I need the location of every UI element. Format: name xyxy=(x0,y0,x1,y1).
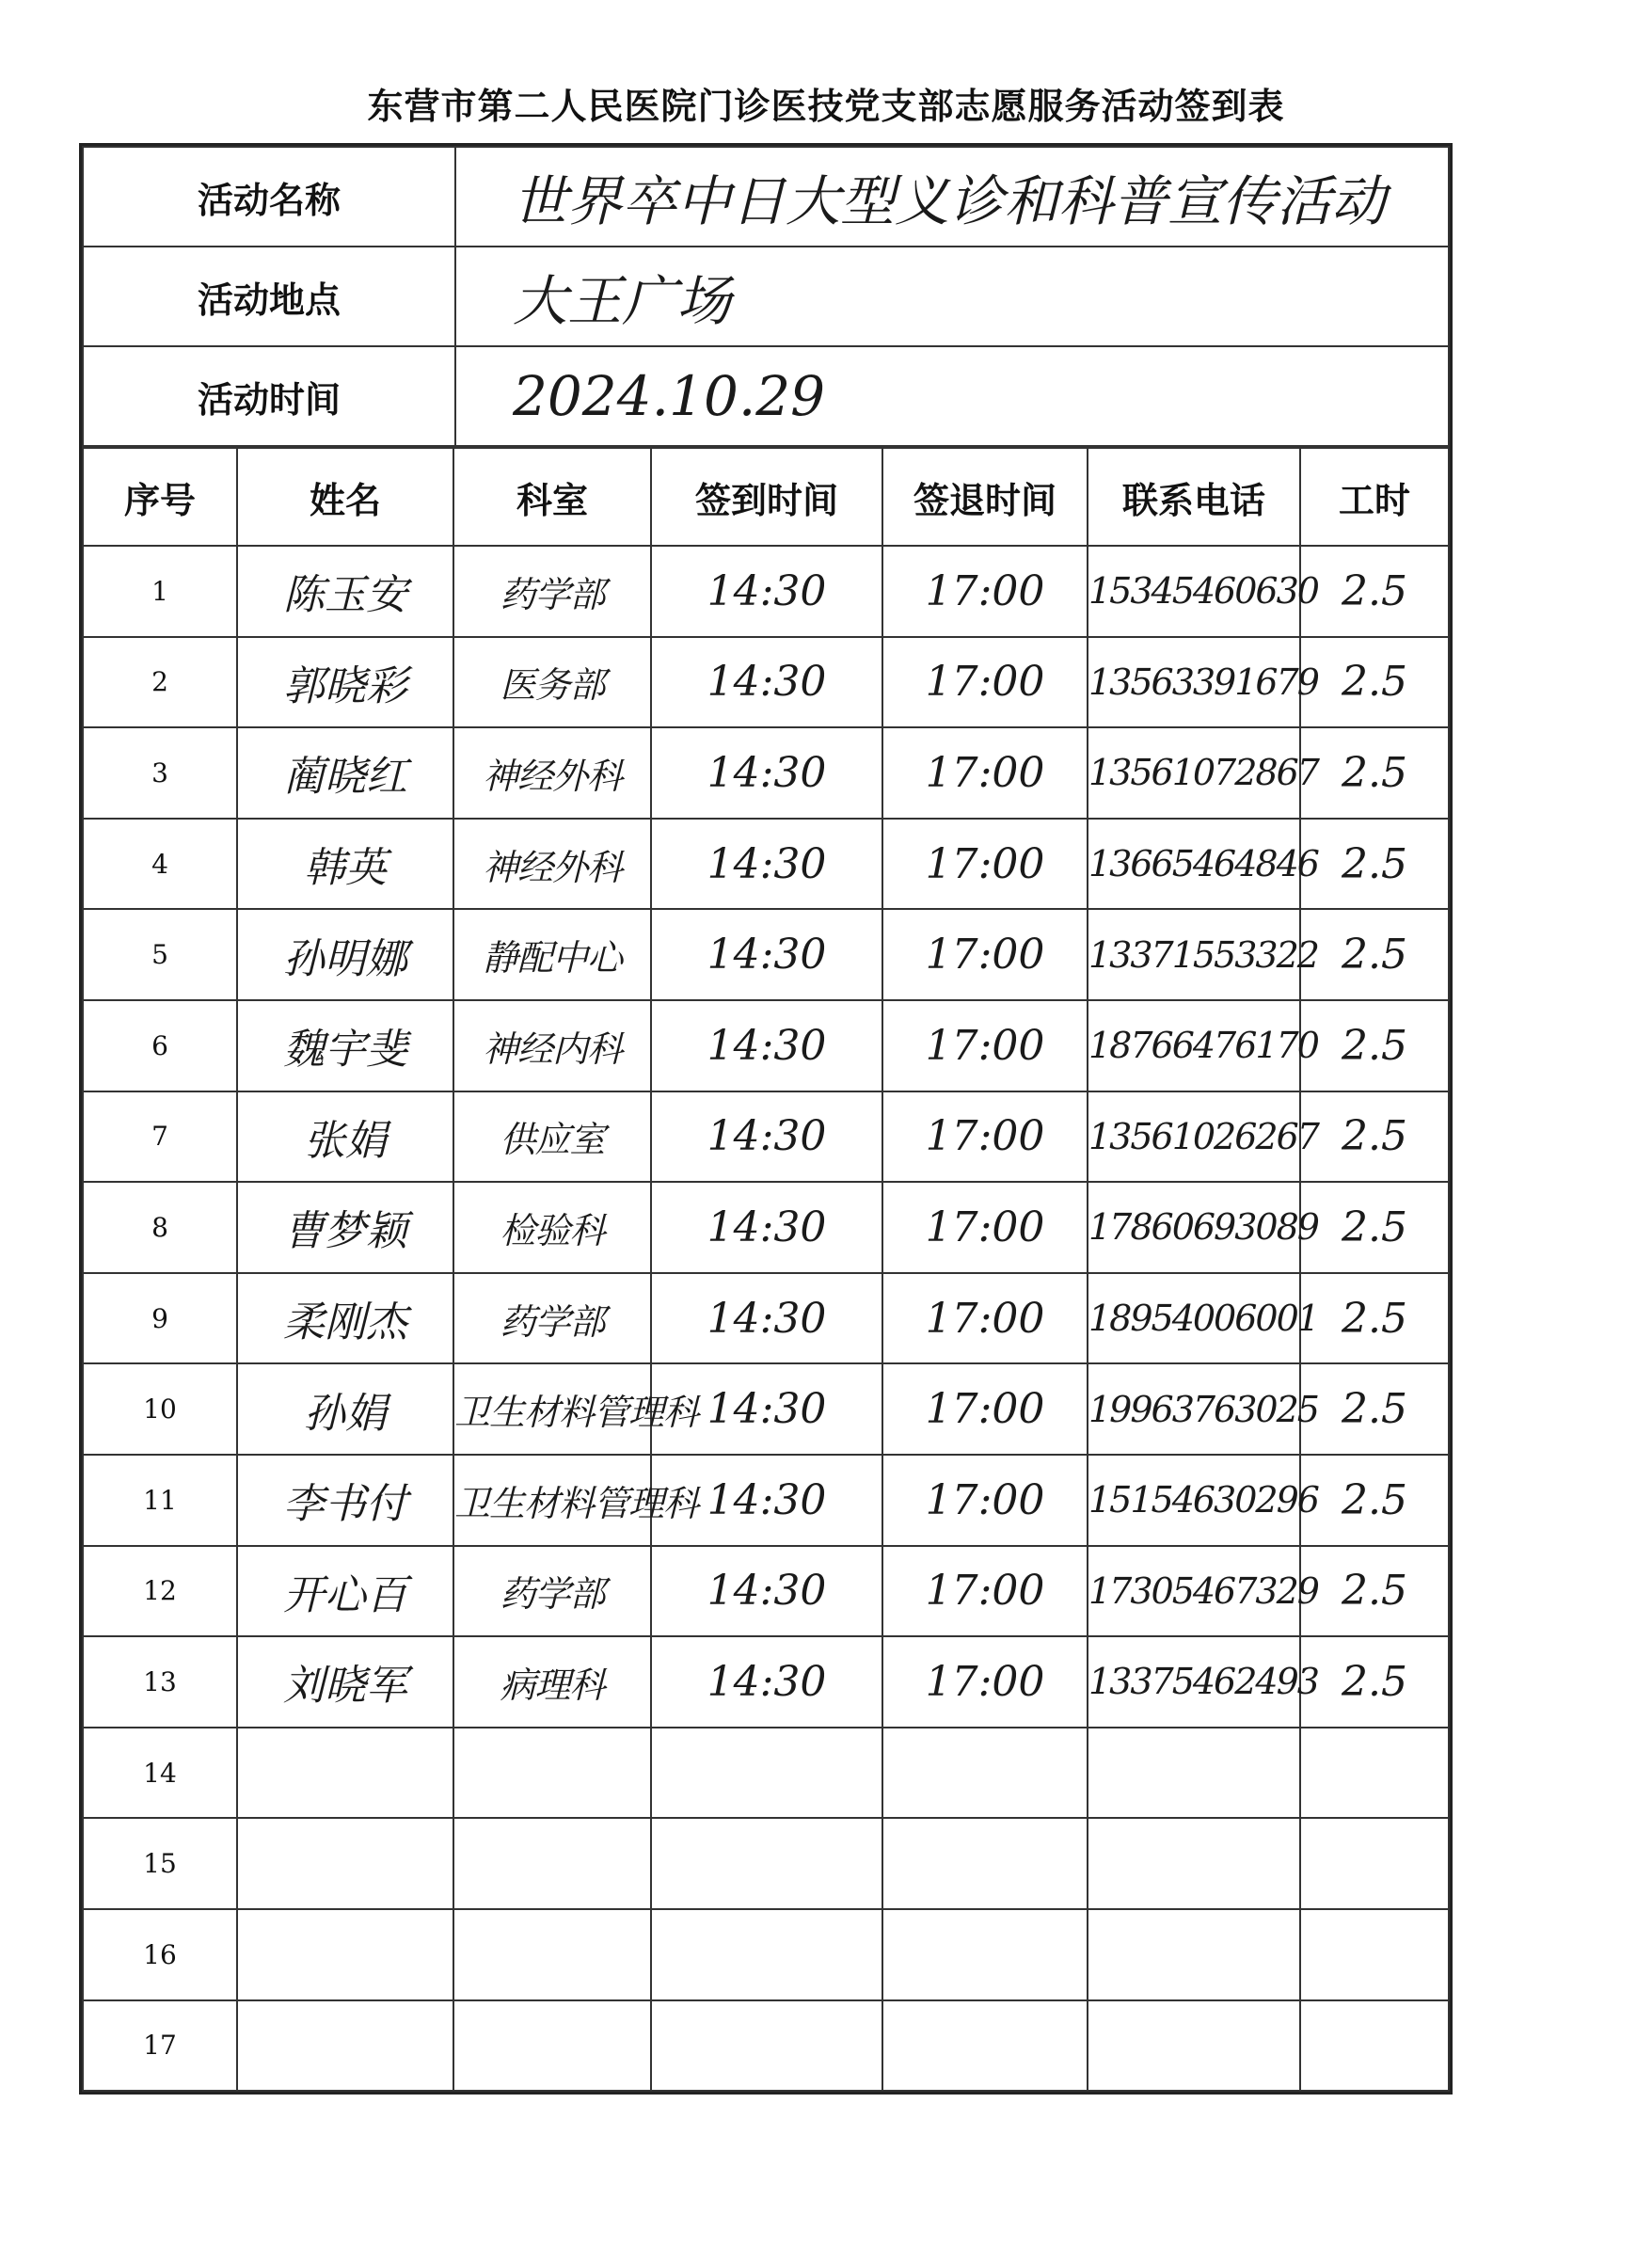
header-sign-in-time: 签到时间 xyxy=(651,448,882,546)
table-row xyxy=(83,909,1449,1000)
sign-out-time xyxy=(882,1818,1088,1909)
activity-info-table xyxy=(82,146,1450,447)
sign-out-time: 17:00 xyxy=(882,1455,1088,1546)
sign-out-time: 17:00 xyxy=(882,1636,1088,1728)
work-hours: 2.5 xyxy=(1300,727,1449,819)
row-number: 1 xyxy=(83,546,237,637)
volunteer-name: 孙明娜 xyxy=(237,909,453,1000)
activity-name-label: 活动名称 xyxy=(83,147,455,247)
phone-number: 15154630296 xyxy=(1088,1455,1300,1546)
sign-in-time: 14:30 xyxy=(651,637,882,728)
department xyxy=(453,2000,651,2092)
work-hours: 2.5 xyxy=(1300,1546,1449,1637)
table-row xyxy=(83,1455,1449,1546)
sign-out-time: 17:00 xyxy=(882,1182,1088,1273)
department: 神经外科 xyxy=(453,819,651,910)
sign-in-time: 14:30 xyxy=(651,546,882,637)
department: 卫生材料管理科 xyxy=(453,1455,651,1546)
sign-in-time: 14:30 xyxy=(651,1636,882,1728)
sign-out-time: 17:00 xyxy=(882,727,1088,819)
table-row xyxy=(83,819,1449,910)
phone-number: 13563391679 xyxy=(1088,637,1300,728)
row-number: 2 xyxy=(83,637,237,728)
sign-out-time xyxy=(882,2000,1088,2092)
work-hours: 2.5 xyxy=(1300,1182,1449,1273)
row-number: 4 xyxy=(83,819,237,910)
sign-in-time xyxy=(651,1818,882,1909)
row-number: 9 xyxy=(83,1273,237,1364)
volunteer-name xyxy=(237,2000,453,2092)
sign-in-time: 14:30 xyxy=(651,1363,882,1455)
row-number: 12 xyxy=(83,1546,237,1637)
row-number: 11 xyxy=(83,1455,237,1546)
row-number: 8 xyxy=(83,1182,237,1273)
department: 药学部 xyxy=(453,1273,651,1364)
phone-number: 17860693089 xyxy=(1088,1182,1300,1273)
department xyxy=(453,1818,651,1909)
table-row xyxy=(83,1909,1449,2000)
table-row xyxy=(83,1273,1449,1364)
volunteer-name: 张娟 xyxy=(237,1091,453,1183)
sign-in-time: 14:30 xyxy=(651,819,882,910)
department: 病理科 xyxy=(453,1636,651,1728)
sign-out-time xyxy=(882,1909,1088,2000)
work-hours: 2.5 xyxy=(1300,546,1449,637)
department: 供应室 xyxy=(453,1091,651,1183)
volunteer-name: 郭晓彩 xyxy=(237,637,453,728)
sign-in-time xyxy=(651,1909,882,2000)
row-number: 14 xyxy=(83,1728,237,1819)
volunteer-name xyxy=(237,1818,453,1909)
sign-in-time xyxy=(651,2000,882,2092)
work-hours: 2.5 xyxy=(1300,909,1449,1000)
phone-number: 18766476170 xyxy=(1088,1000,1300,1091)
volunteer-name: 韩英 xyxy=(237,819,453,910)
volunteer-name: 孙娟 xyxy=(237,1363,453,1455)
activity-location-value: 大王广场 xyxy=(455,247,1449,346)
sign-in-time: 14:30 xyxy=(651,727,882,819)
activity-time-label: 活动时间 xyxy=(83,346,455,446)
header-sign-out-time: 签退时间 xyxy=(882,448,1088,546)
sign-out-time: 17:00 xyxy=(882,637,1088,728)
header-phone: 联系电话 xyxy=(1088,448,1300,546)
department: 神经外科 xyxy=(453,727,651,819)
phone-number: 13561072867 xyxy=(1088,727,1300,819)
activity-name-row xyxy=(83,147,1449,247)
sign-out-time: 17:00 xyxy=(882,1363,1088,1455)
activity-name-value: 世界卒中日大型义诊和科普宣传活动 xyxy=(455,147,1449,247)
volunteer-name: 刘晓军 xyxy=(237,1636,453,1728)
sign-out-time: 17:00 xyxy=(882,546,1088,637)
sign-in-time: 14:30 xyxy=(651,1546,882,1637)
table-row xyxy=(83,1000,1449,1091)
phone-number: 13375462493 xyxy=(1088,1636,1300,1728)
row-number: 6 xyxy=(83,1000,237,1091)
row-number: 7 xyxy=(83,1091,237,1183)
work-hours xyxy=(1300,1728,1449,1819)
work-hours: 2.5 xyxy=(1300,1363,1449,1455)
phone-number: 17305467329 xyxy=(1088,1546,1300,1637)
work-hours xyxy=(1300,1909,1449,2000)
phone-number xyxy=(1088,2000,1300,2092)
work-hours: 2.5 xyxy=(1300,1273,1449,1364)
work-hours: 2.5 xyxy=(1300,1636,1449,1728)
volunteer-name xyxy=(237,1728,453,1819)
volunteer-name: 李书付 xyxy=(237,1455,453,1546)
row-number: 17 xyxy=(83,2000,237,2092)
table-row xyxy=(83,1546,1449,1637)
work-hours: 2.5 xyxy=(1300,1455,1449,1546)
table-row xyxy=(83,637,1449,728)
sign-in-sheet xyxy=(79,143,1453,2095)
phone-number xyxy=(1088,1728,1300,1819)
sign-in-time: 14:30 xyxy=(651,1273,882,1364)
table-row xyxy=(83,1636,1449,1728)
department xyxy=(453,1728,651,1819)
department: 检验科 xyxy=(453,1182,651,1273)
department: 神经内科 xyxy=(453,1000,651,1091)
sign-in-time: 14:30 xyxy=(651,1000,882,1091)
department: 药学部 xyxy=(453,546,651,637)
sign-out-time xyxy=(882,1728,1088,1819)
sign-out-time: 17:00 xyxy=(882,909,1088,1000)
sign-out-time: 17:00 xyxy=(882,819,1088,910)
table-row xyxy=(83,2000,1449,2092)
department xyxy=(453,1909,651,2000)
phone-number: 18954006001 xyxy=(1088,1273,1300,1364)
row-number: 3 xyxy=(83,727,237,819)
work-hours xyxy=(1300,2000,1449,2092)
volunteer-name: 魏宇斐 xyxy=(237,1000,453,1091)
table-row xyxy=(83,1182,1449,1273)
phone-number: 13561026267 xyxy=(1088,1091,1300,1183)
row-number: 16 xyxy=(83,1909,237,2000)
department: 卫生材料管理科 xyxy=(453,1363,651,1455)
header-department: 科室 xyxy=(453,448,651,546)
table-row xyxy=(83,1091,1449,1183)
activity-time-value: 2024.10.29 xyxy=(455,346,1449,446)
work-hours: 2.5 xyxy=(1300,637,1449,728)
table-row xyxy=(83,1818,1449,1909)
activity-location-label: 活动地点 xyxy=(83,247,455,346)
work-hours: 2.5 xyxy=(1300,1091,1449,1183)
page-title: 东营市第二人民医院门诊医技党支部志愿服务活动签到表 xyxy=(367,86,1285,127)
volunteer-name: 曹梦颖 xyxy=(237,1182,453,1273)
sign-out-time: 17:00 xyxy=(882,1000,1088,1091)
volunteer-name: 柔刚杰 xyxy=(237,1273,453,1364)
table-row xyxy=(83,546,1449,637)
row-number: 10 xyxy=(83,1363,237,1455)
department: 医务部 xyxy=(453,637,651,728)
activity-time-row xyxy=(83,346,1449,446)
sign-in-time: 14:30 xyxy=(651,909,882,1000)
department: 静配中心 xyxy=(453,909,651,1000)
phone-number: 19963763025 xyxy=(1088,1363,1300,1455)
header-number: 序号 xyxy=(83,448,237,546)
phone-number xyxy=(1088,1818,1300,1909)
phone-number: 13371553322 xyxy=(1088,909,1300,1000)
header-name: 姓名 xyxy=(237,448,453,546)
table-header-row xyxy=(83,448,1449,546)
work-hours xyxy=(1300,1818,1449,1909)
row-number: 13 xyxy=(83,1636,237,1728)
volunteer-name: 蔺晓红 xyxy=(237,727,453,819)
volunteer-name xyxy=(237,1909,453,2000)
sign-in-time xyxy=(651,1728,882,1819)
activity-location-row xyxy=(83,247,1449,346)
department: 药学部 xyxy=(453,1546,651,1637)
work-hours: 2.5 xyxy=(1300,1000,1449,1091)
phone-number: 13665464846 xyxy=(1088,819,1300,910)
sign-in-time: 14:30 xyxy=(651,1182,882,1273)
attendance-table xyxy=(82,447,1450,2092)
sign-in-time: 14:30 xyxy=(651,1455,882,1546)
table-row xyxy=(83,1363,1449,1455)
header-hours: 工时 xyxy=(1300,448,1449,546)
sign-out-time: 17:00 xyxy=(882,1091,1088,1183)
phone-number: 15345460630 xyxy=(1088,546,1300,637)
row-number: 5 xyxy=(83,909,237,1000)
volunteer-name: 开心百 xyxy=(237,1546,453,1637)
table-row xyxy=(83,727,1449,819)
phone-number xyxy=(1088,1909,1300,2000)
row-number: 15 xyxy=(83,1818,237,1909)
sign-out-time: 17:00 xyxy=(882,1546,1088,1637)
sign-in-time: 14:30 xyxy=(651,1091,882,1183)
volunteer-name: 陈玉安 xyxy=(237,546,453,637)
table-row xyxy=(83,1728,1449,1819)
sign-out-time: 17:00 xyxy=(882,1273,1088,1364)
work-hours: 2.5 xyxy=(1300,819,1449,910)
